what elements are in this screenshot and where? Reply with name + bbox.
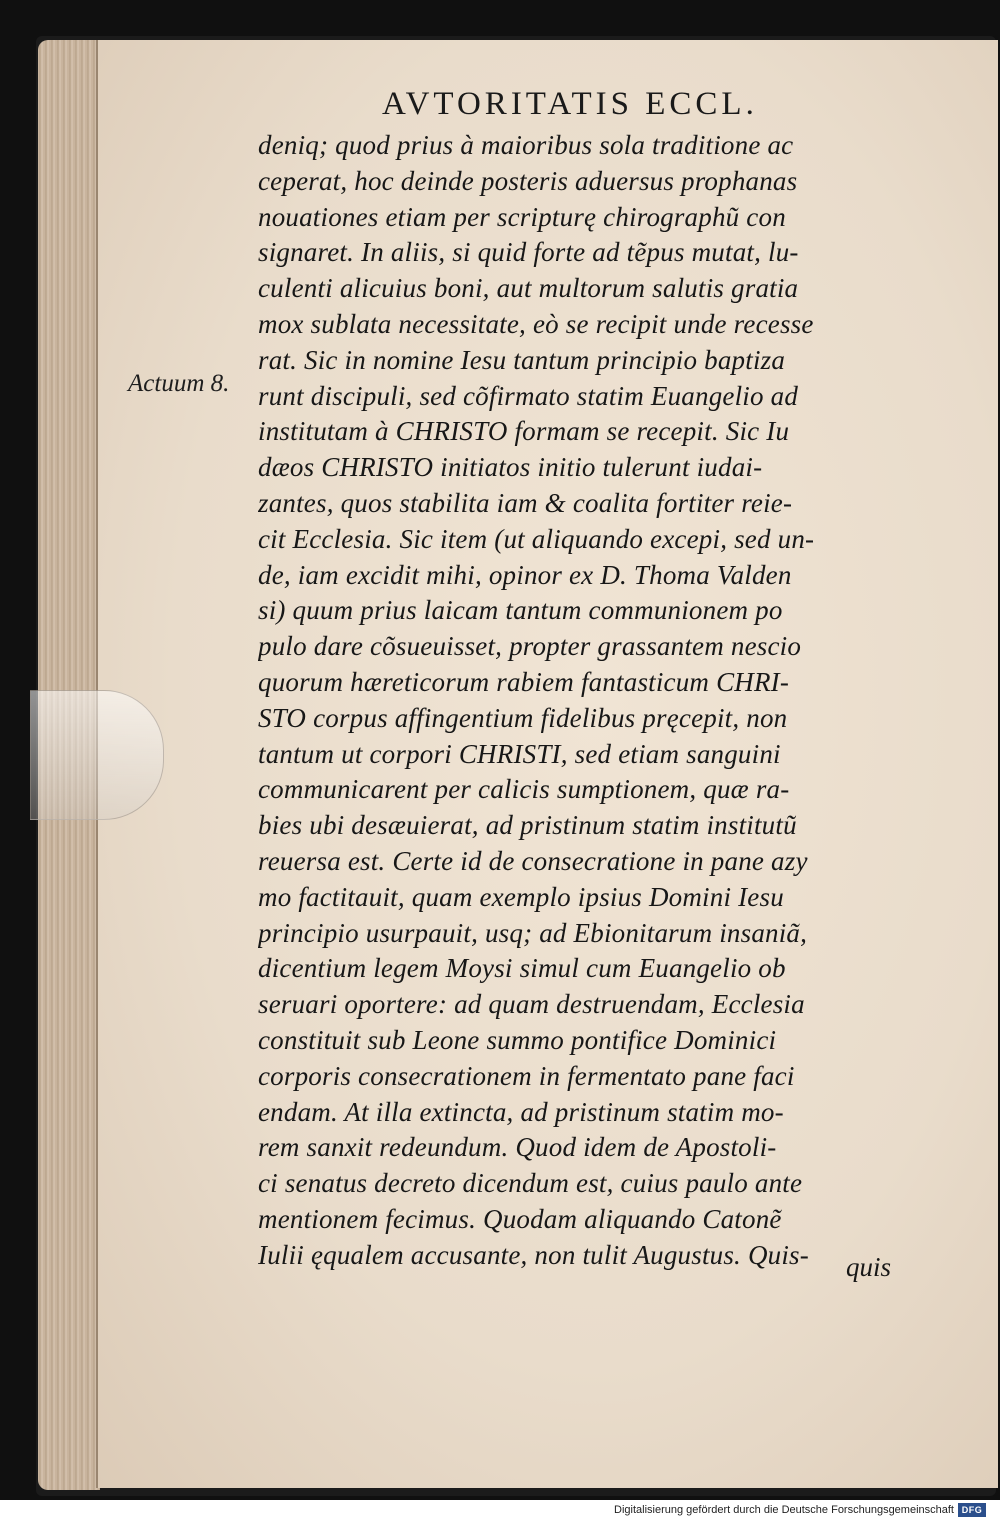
text-line: mo factitauit, quam exemplo ipsius Domini Iesu [258,881,784,912]
text-line: ceperat, hoc deinde posteris aduersus prophanas [258,165,798,196]
catchword: quis [846,1252,892,1282]
text-line: Iulii ęqualem accusante, non tulit Augustus. Quis- [258,1239,809,1270]
running-head: AVTORITATIS ECCL. [382,86,758,122]
text-line: si) quum prius laicam tantum communionem po [258,595,783,626]
text-line: de, iam excidit mihi, opinor ex D. Thoma Valden [258,559,792,590]
text-line: dicentium legem Moysi simul cum Euangelio ob [258,953,786,984]
text-line: tantum ut corpori CHRISTI, sed etiam sanguini [258,738,781,769]
text-line: dæos CHRISTO initiatos initio tulerunt iudai- [258,452,763,483]
page-clip [30,690,164,820]
text-line: nouationes etiam per scripturę chirographũ con [258,201,786,232]
text-line: communicarent per calicis sumptionem, quæ ra- [258,774,790,805]
text-line: STO corpus affingentium fidelibus pręcepit, non [258,702,788,733]
text-line: corporis consecrationem in fermentato pane faci [258,1060,795,1091]
text-line: zantes, quos stabilita iam & coalita fortiter reie- [258,487,793,518]
dfg-logo: DFG [958,1503,986,1517]
text-line: reuersa est. Certe id de consecratione in pane azy [258,845,808,876]
text-line: endam. At illa extincta, ad pristinum statim mo- [258,1096,784,1127]
text-line: deniq; quod prius à maioribus sola traditione ac [258,130,794,160]
text-line: principio usurpauit, usq; ad Ebionitarum insaniã, [258,917,808,948]
text-line: quorum hæreticorum rabiem fantasticum CHRI- [258,666,790,697]
text-line: culenti alicuius boni, aut multorum salutis gratia [258,273,799,304]
text-line: mentionem fecimus. Quodam aliquando Catonẽ [258,1203,782,1234]
margin-note: Actuum 8. [128,370,230,397]
text-line: bies ubi desæuierat, ad pristinum statim institutũ [258,810,797,841]
text-line: signaret. In aliis, si quid forte ad tẽpus mutat, lu- [258,237,799,268]
text-line: seruari oportere: ad quam destruendam, Ecclesia [258,989,805,1020]
text-line: rem sanxit redeundum. Quod idem de Apostoli- [258,1132,777,1163]
text-line: constituit sub Leone summo pontifice Dominici [258,1024,777,1055]
footer-credit: Digitalisierung gefördert durch die Deutsche Forschungsgemeinschaft [614,1504,954,1516]
body-text [258,128,928,1274]
text-line: mox sublata necessitate, eò se recipit unde recesse [258,308,814,339]
text-line: institutam à CHRISTO formam se recepit. Sic Iu [258,416,790,447]
text-line: cit Ecclesia. Sic item (ut aliquando excepi, sed un- [258,523,815,554]
text-line: runt discipuli, sed cõfirmato statim Euangelio ad [258,380,799,411]
text-line: rat. Sic in nomine Iesu tantum principio baptiza [258,344,786,375]
text-line: pulo dare cõsueuisset, propter grassantem nescio [258,631,802,662]
text-line: ci senatus decreto dicendum est, cuius paulo ante [258,1168,803,1199]
